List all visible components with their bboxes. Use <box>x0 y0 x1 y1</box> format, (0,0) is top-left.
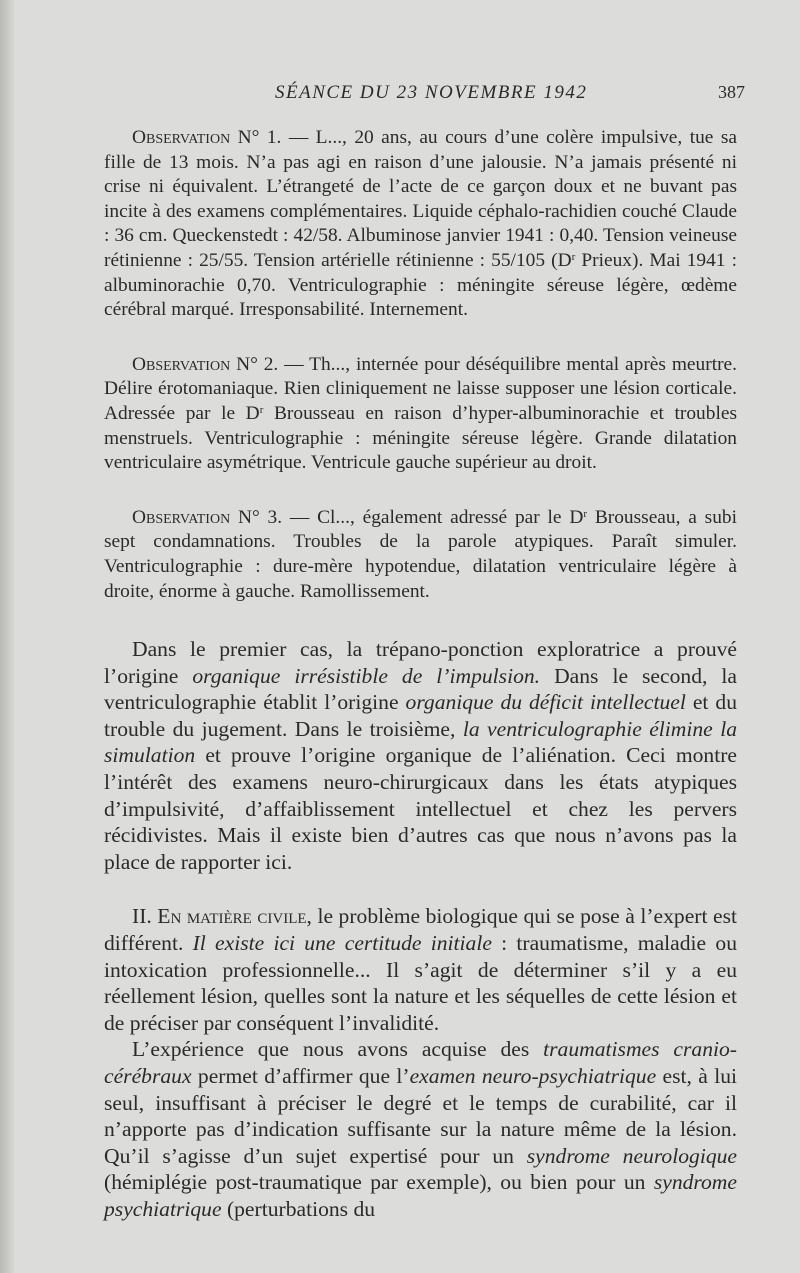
para3-i4: syndrome psychiatrique <box>104 1170 737 1221</box>
para1-i2: organique du déficit intellectuel <box>405 690 686 715</box>
para1-t1: Dans le premier cas, la trépano-ponction exploratrice a prouvé l’origine <box>104 637 737 688</box>
para3-t4: (hémiplégie post-traumatique par exemple), ou bien pour un <box>104 1170 654 1195</box>
observation-1-text: — L..., 20 ans, au cours d’une colère impulsive, tue sa fille de 13 mois. N’a pas agi en raison d’une jalousie. N’a jamais présenté ni crise ni équivalent. L’étrangeté de l’acte de ce garçon doux et ne buvant pas incite à des examens complémentaires. Liquide céphalo-rachidien couché Claude : 36 cm. Queckenstedt : 42/58. Albuminose janvier 1941 : 0,40. Tension veineuse rétinienne : 25/55. Tension artérielle rétinienne : 55/105 (D <box>104 127 737 271</box>
paragraph-civil-matter <box>104 903 737 1036</box>
para2-t1: le problème biologique qui se pose à l’expert est différent. <box>104 904 737 956</box>
para1-i1: organique irrésistible de l’impulsion. <box>192 663 541 688</box>
observation-1 <box>104 126 737 323</box>
observation-1-sup: r <box>571 250 576 263</box>
para3-t2: permet d’affirmer que l’ <box>191 1064 410 1088</box>
para2-t2: : traumatisme, maladie ou intoxication professionnelle... Il s’agit de déterminer s’il y a eu réellement lésion, quelles sont la nature et les séquelles de cette lésion et de préciser par conséquent l’invalidité. <box>104 931 737 1035</box>
observation-2-text: — Th..., internée pour déséquilibre mental après meurtre. Délire érotomaniaque. Rien cliniquement ne laisse supposer une lésion corticale. Adressée par le D <box>104 353 737 424</box>
observation-3-text: — Cl..., également adressé par le D <box>282 506 584 528</box>
observation-1-text-end: Prieux). Mai 1941 : albuminorachie 0,70. Ventriculographie : méningite séreuse légère, œdème cérébral marqué. Irresponsabilité. Internement. <box>104 249 737 321</box>
para1-t4: et prouve l’origine organique de l’aliénation. Ceci montre l’intérêt des examens neuro-chirurgicaux dans les états atypiques d’impulsivité, d’affaiblissement intellectuel et chez les pervers récidivistes. Mais il existe bien d’autres cas que nous n’avons pas la place de rapporter ici. <box>104 743 737 874</box>
observation-2 <box>104 353 737 476</box>
observation-2-text-end: Brousseau en raison d’hyper-albuminorachie et troubles menstruels. Ventriculographie : méningite séreuse légère. Grande dilatation ventriculaire asymétrique. Ventricule gauche supérieur au droit. <box>104 402 737 474</box>
body-text <box>104 126 737 1223</box>
para1-t3: et du trouble du jugement. Dans le troisième, <box>104 690 737 741</box>
observation-3-label: Observation N° 3. <box>132 506 283 528</box>
paragraph-experience <box>104 1036 737 1222</box>
observation-3-text-end: Brousseau, a subi sept condamnations. Troubles de la parole atypiques. Paraît simuler. Ventriculographie : dure-mère hypotendue, dilatation ventriculaire légère à droite, énorme à gauche. Ramollissement. <box>104 506 737 602</box>
observation-2-sup: r <box>259 403 264 416</box>
para3-i3: syndrome neurologique <box>526 1143 737 1168</box>
page-header <box>0 80 800 110</box>
observation-1-label: Observation N° 1. <box>132 127 282 148</box>
para2-num: II. <box>132 904 152 929</box>
observation-3-sup: r <box>583 507 588 520</box>
para3-t3: est, à lui seul, insuffisant à préciser le degré et le temps de curabilité, car il n’apporte pas d’indication suffisante sur la nature même de la lésion. Qu’il s’agisse d’un sujet expertisé pour un <box>104 1064 737 1168</box>
para2-i1: Il existe ici une certitude initiale <box>192 931 492 956</box>
para1-t2: Dans le second, la ventriculographie établit l’origine <box>104 663 737 715</box>
para3-i2: examen neuro-psychiatrique <box>409 1064 657 1088</box>
observation-3 <box>104 506 737 604</box>
para3-t1: L’expérience que nous avons acquise des <box>132 1037 544 1062</box>
para3-i1: traumatismes cranio-cérébraux <box>104 1037 737 1088</box>
page-number: 387 <box>718 82 745 102</box>
para3-t5: (perturbations du <box>221 1196 376 1221</box>
para1-i3: la ventriculographie élimine la simulation <box>104 716 737 768</box>
paragraph-discussion <box>104 636 737 875</box>
page-spine-shadow <box>0 0 14 1273</box>
observation-2-label: Observation N° 2. <box>132 353 279 375</box>
para2-label: En matière civile, <box>151 904 312 929</box>
running-title: SÉANCE DU 23 NOVEMBRE 1942 <box>275 82 588 103</box>
